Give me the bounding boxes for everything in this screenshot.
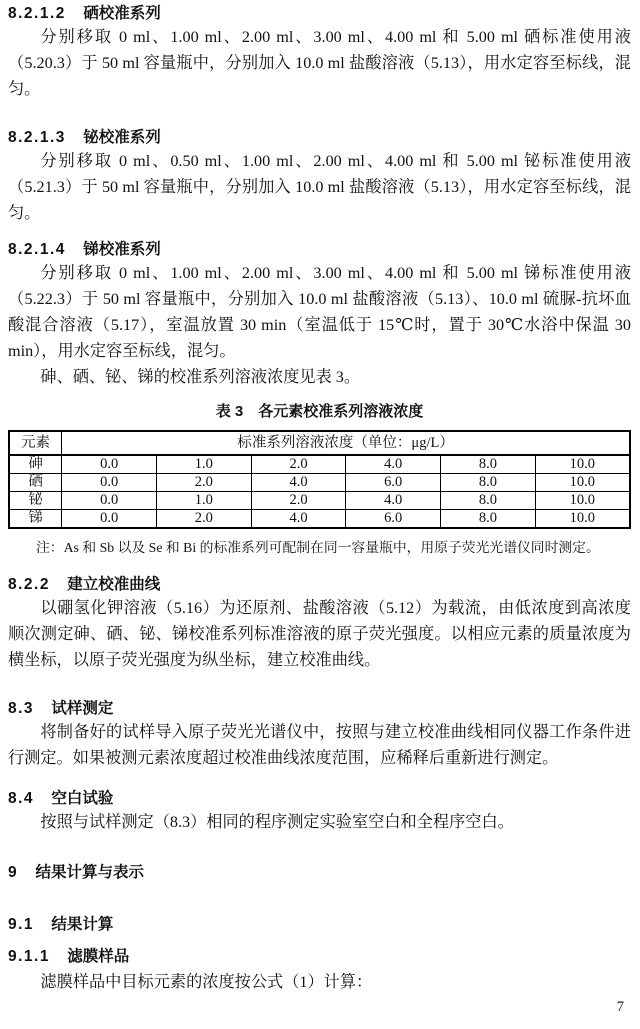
section-heading-8.2.1.2 [8, 4, 631, 24]
value-cell: 8.0 [441, 510, 536, 529]
paragraph-8.2.1.2: 分别移取 0 ml、1.00 ml、2.00 ml、3.00 ml、4.00 ml 和 5.00 ml 硒标准使用液（5.20.3）于 50 ml 容量瓶中，分别加入 10.0 ml 盐酸溶液（5.13），用水定容至标线，混匀。 [8, 28, 631, 98]
note-label: 注： [36, 540, 64, 555]
section-heading-8.2.1.4 [8, 240, 631, 260]
value-cell: 10.0 [535, 474, 630, 492]
value-cell: 4.0 [346, 492, 441, 510]
value-cell: 0.0 [62, 510, 157, 529]
section-number: 8.2.2 [8, 576, 50, 593]
element-cell: 砷 [9, 455, 62, 474]
table-row-bismuth [9, 492, 630, 510]
section-number: 9 [8, 864, 19, 881]
section-number: 8.2.1.2 [8, 5, 66, 22]
value-cell: 0.0 [62, 455, 157, 474]
paragraph-see-table3: 砷、硒、铋、锑的校准系列溶液浓度见表 3。 [40, 368, 361, 386]
value-cell: 2.0 [251, 492, 346, 510]
value-cell: 2.0 [156, 474, 251, 492]
section-heading-8.3 [8, 699, 631, 719]
table-header-element: 元素 [9, 431, 62, 455]
table-row-selenium [9, 474, 630, 492]
table-caption [8, 402, 631, 422]
value-cell: 0.0 [62, 492, 157, 510]
value-cell: 1.0 [156, 455, 251, 474]
section-title: 滤膜样品 [67, 948, 130, 965]
value-cell: 2.0 [156, 510, 251, 529]
section-title: 结果计算 [51, 916, 114, 933]
section-heading-9.1 [8, 915, 631, 935]
paragraph-8.2.2: 以硼氢化钾溶液（5.16）为还原剂、盐酸溶液（5.12）为载流，由低浓度到高浓度顺次测定砷、硒、铋、锑校准系列标准溶液的原子荧光强度。以相应元素的质量浓度为横坐标，以原子荧光强度为纵坐标，建立校准曲线。 [8, 599, 631, 669]
calibration-concentration-table [8, 430, 631, 529]
value-cell: 4.0 [346, 455, 441, 474]
value-cell: 4.0 [251, 474, 346, 492]
table-row-antimony [9, 510, 630, 529]
value-cell: 10.0 [535, 510, 630, 529]
section-number: 8.2.1.4 [8, 241, 66, 258]
value-cell: 8.0 [441, 455, 536, 474]
element-cell: 硒 [9, 474, 62, 492]
element-cell: 锑 [9, 510, 62, 529]
element-cell: 铋 [9, 492, 62, 510]
table-header-concentration: 标准系列溶液浓度（单位：μg/L） [62, 431, 630, 455]
section-heading-8.4 [8, 789, 631, 809]
paragraph-9.1.1: 滤膜样品中目标元素的浓度按公式（1）计算： [40, 973, 373, 991]
section-title: 建立校准曲线 [67, 576, 161, 593]
value-cell: 2.0 [251, 455, 346, 474]
paragraph-8.2.1.3: 分别移取 0 ml、0.50 ml、1.00 ml、2.00 ml、4.00 ml 和 5.00 ml 铋标准使用液（5.21.3）于 50 ml 容量瓶中，分别加入 10.0 ml 盐酸溶液（5.13），用水定容至标线，混匀。 [8, 152, 631, 222]
section-title: 铋校准系列 [83, 129, 161, 146]
value-cell: 1.0 [156, 492, 251, 510]
table-note [8, 539, 631, 557]
section-heading-8.2.2 [8, 575, 631, 595]
value-cell: 0.0 [62, 474, 157, 492]
section-number: 9.1.1 [8, 948, 50, 965]
value-cell: 4.0 [251, 510, 346, 529]
section-title: 锑校准系列 [83, 241, 161, 258]
value-cell: 8.0 [441, 492, 536, 510]
paragraph-8.4: 按照与试样测定（8.3）相同的程序测定实验室空白和全程序空白。 [40, 813, 514, 831]
table-row-arsenic [9, 455, 630, 474]
section-heading-9 [8, 863, 631, 883]
paragraph-8.2.1.4: 分别移取 0 ml、1.00 ml、2.00 ml、3.00 ml、4.00 ml 和 5.00 ml 锑标准使用液（5.22.3）于 50 ml 容量瓶中，分别加入 10.0 ml 盐酸溶液（5.13）、10.0 ml 硫脲-抗坏血酸混合溶液（5.17），室温放置 30 min（室温低于 15℃时，置于 30℃水浴中保温 30 min），用水定容至标线，混匀。 [8, 264, 631, 360]
section-number: 8.2.1.3 [8, 129, 66, 146]
section-heading-8.2.1.3 [8, 128, 631, 148]
paragraph-8.3: 将制备好的试样导入原子荧光光谱仪中，按照与建立校准曲线相同仪器工作条件进行测定。如果被测元素浓度超过校准曲线浓度范围，应稀释后重新进行测定。 [8, 723, 631, 767]
section-title: 结果计算与表示 [35, 864, 144, 881]
table-caption-title: 各元素校准系列溶液浓度 [258, 403, 424, 420]
section-heading-9.1.1 [8, 947, 631, 967]
page-number: 7 [616, 999, 624, 1015]
value-cell: 10.0 [535, 492, 630, 510]
section-number: 9.1 [8, 916, 35, 933]
section-number: 8.3 [8, 700, 35, 717]
value-cell: 6.0 [346, 510, 441, 529]
section-number: 8.4 [8, 790, 35, 807]
section-title: 硒校准系列 [83, 5, 161, 22]
section-title: 空白试验 [51, 790, 114, 807]
table-caption-number: 表 3 [215, 403, 244, 420]
value-cell: 10.0 [535, 455, 630, 474]
section-title: 试样测定 [51, 700, 114, 717]
value-cell: 6.0 [346, 474, 441, 492]
note-text: As 和 Sb 以及 Se 和 Bi 的标准系列可配制在同一容量瓶中，用原子荧光光谱仪同时测定。 [63, 540, 600, 555]
table-header-row [9, 431, 630, 455]
value-cell: 8.0 [441, 474, 536, 492]
